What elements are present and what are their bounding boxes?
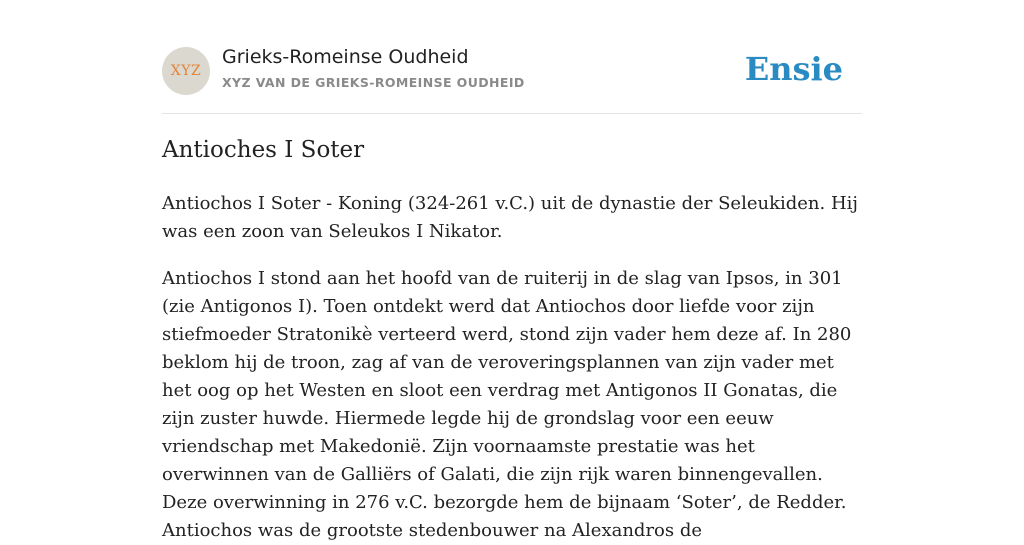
page-container (162, 0, 862, 541)
publication-subtitle: XYZ VAN DE GRIEKS-ROMEINSE OUDHEID (222, 75, 525, 90)
publication-avatar[interactable] (162, 47, 210, 95)
avatar-initials: XYZ (170, 63, 202, 79)
article-paragraph-2: Antiochos I stond aan het hoofd van de ruiterij in de slag van Ipsos, in 301 (zie Antigonos I). Toen ontdekt werd dat Antiochos door liefde voor zijn stiefmoeder Stratonikè verteerd werd, stond zijn vader hem deze af. In 280 beklom hij de troon, zag af van de veroveringsplannen van zijn vader met het oog op het Westen en sloot een verdrag met Antigonos II Gonatas, die zijn zuster huwde. Hiermede legde hij de grondslag voor een eeuw vriendschap met Makedonië. Zijn voornaamste prestatie was het overwinnen van de Galliërs of Galati, die zijn rijk waren binnengevallen. Deze overwinning in 276 v.C. bezorgde hem de bijnaam ‘Soter’, de Redder. Antiochos was de grootste stedenbouwer na Alexandros de (162, 268, 852, 541)
article-paragraph-1: Antiochos I Soter - Koning (324-261 v.C.) uit de dynastie der Seleukiden. Hij was een zoon van Seleukos I Nikator. (162, 193, 858, 242)
publication-header (162, 0, 862, 114)
publication-title[interactable]: Grieks-Romeinse Oudheid (222, 46, 469, 68)
article-title: Antioches I Soter (162, 137, 365, 163)
ensie-logo[interactable]: Ensie (744, 50, 843, 88)
